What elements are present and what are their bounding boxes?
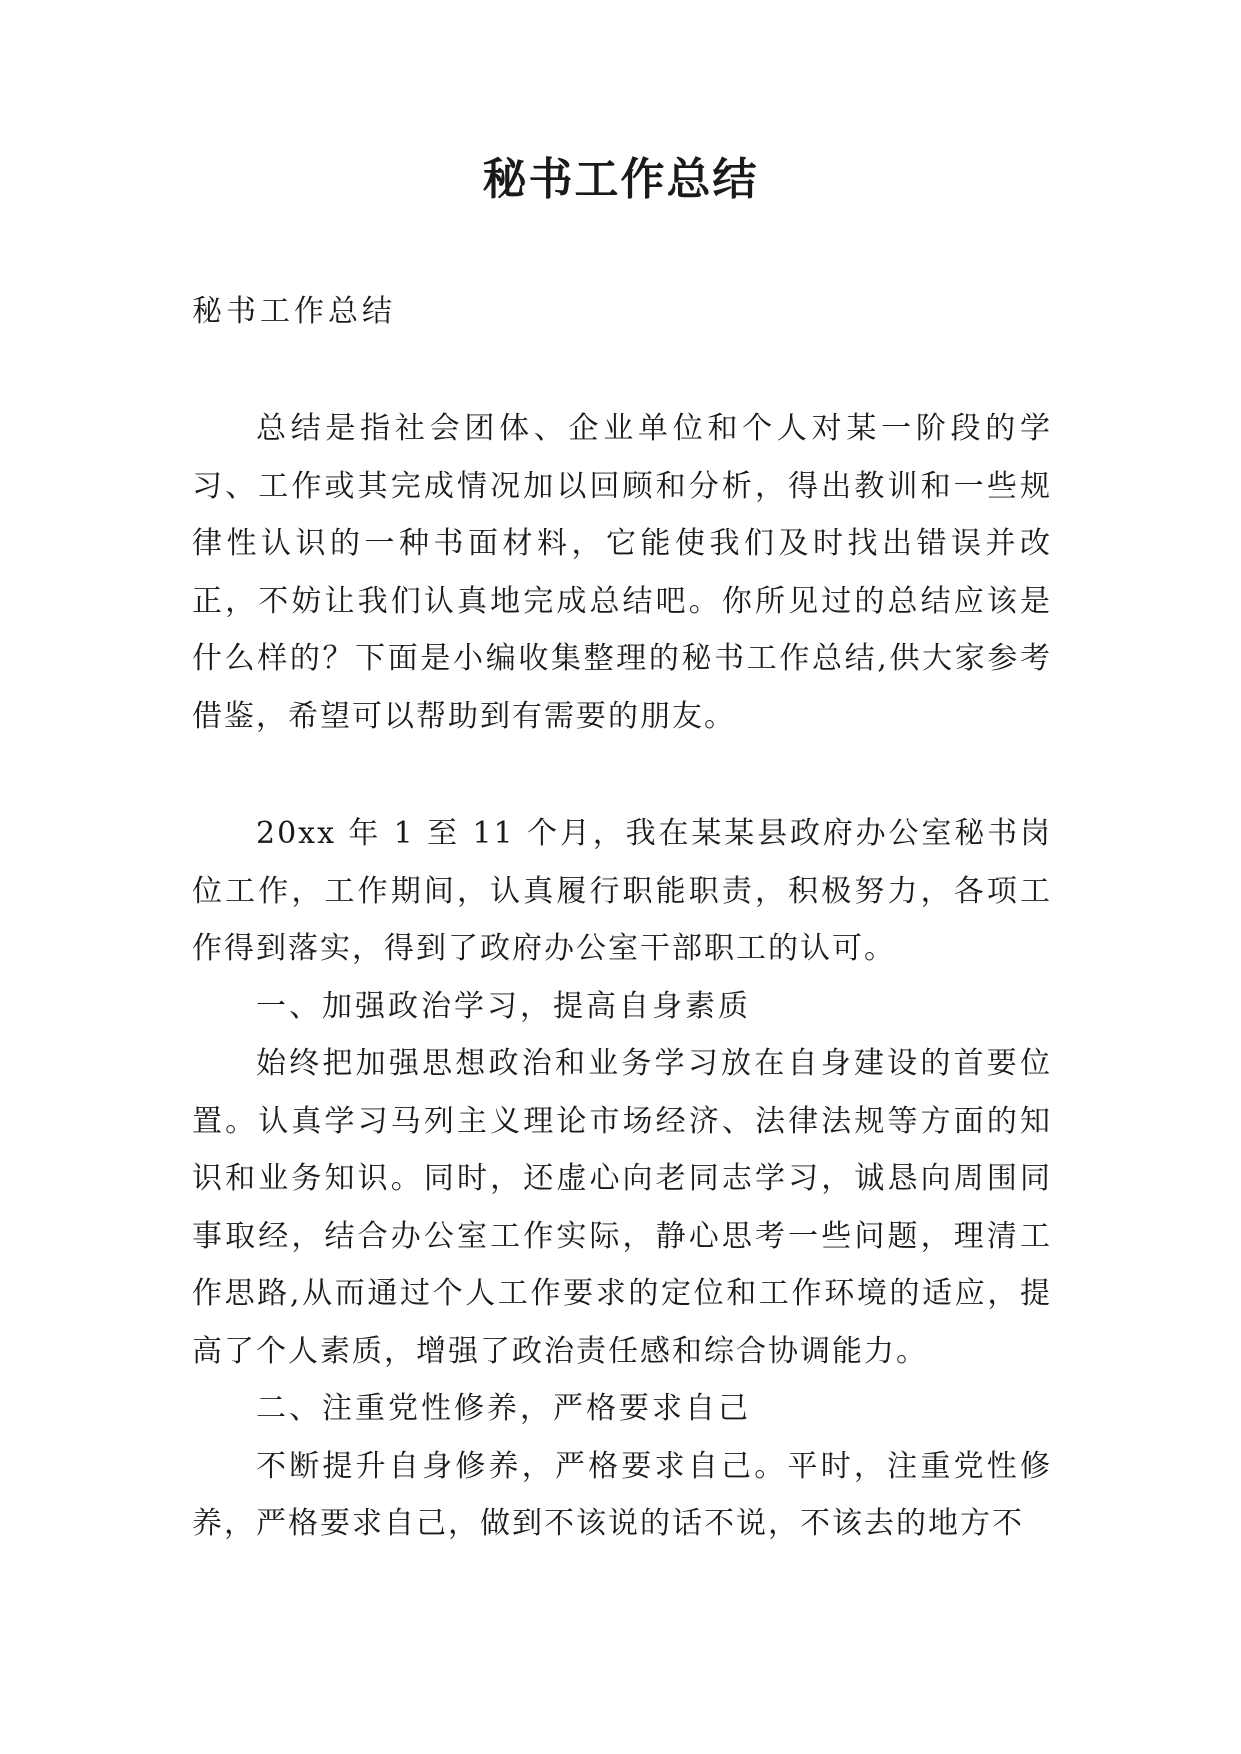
document-subtitle: 秘书工作总结: [192, 294, 396, 329]
intro-block: [192, 400, 1052, 745]
section-heading-2: 二、注重党性修养，严格要求自己: [256, 1391, 751, 1426]
document-title: 秘书工作总结: [482, 154, 759, 205]
section-heading-1: 一、加强政治学习，提高自身素质: [256, 988, 751, 1024]
paragraph-2: 始终把加强思想政治和业务学习放在自身建设的首要位置。认真学习马列主义理论市场经济、法律法规等方面的知识和业务知识。同时，还虚心向老同志学习，诚恳向周围同事取经，结合办公室工作实际，静心思考一些问题，理清工作思路,从而通过个人工作要求的定位和工作环境的适应，提高了个人素质，增强了政治责任感和综合协调能力。: [192, 1046, 1052, 1369]
paragraph-1: 20xx 年 1 至 11 个月，我在某某县政府办公室秘书岗位工作，工作期间，认真履行职能职责，积极努力，各项工作得到落实，得到了政府办公室干部职工的认可。: [192, 816, 1052, 966]
intro-paragraph: 总结是指社会团体、企业单位和个人对某一阶段的学习、工作或其完成情况加以回顾和分析，得出教训和一些规律性认识的一种书面材料，它能使我们及时找出错误并改正，不妨让我们认真地完成总结吧。你所见过的总结应该是什么样的？下面是小编收集整理的秘书工作总结,供大家参考借鉴，希望可以帮助到有需要的朋友。: [192, 411, 1052, 734]
paragraph-3: 不断提升自身修养，严格要求自己。平时，注重党性修养，严格要求自己，做到不该说的话不说，不该去的地方不: [192, 1448, 1052, 1541]
main-content: [192, 805, 1052, 1553]
